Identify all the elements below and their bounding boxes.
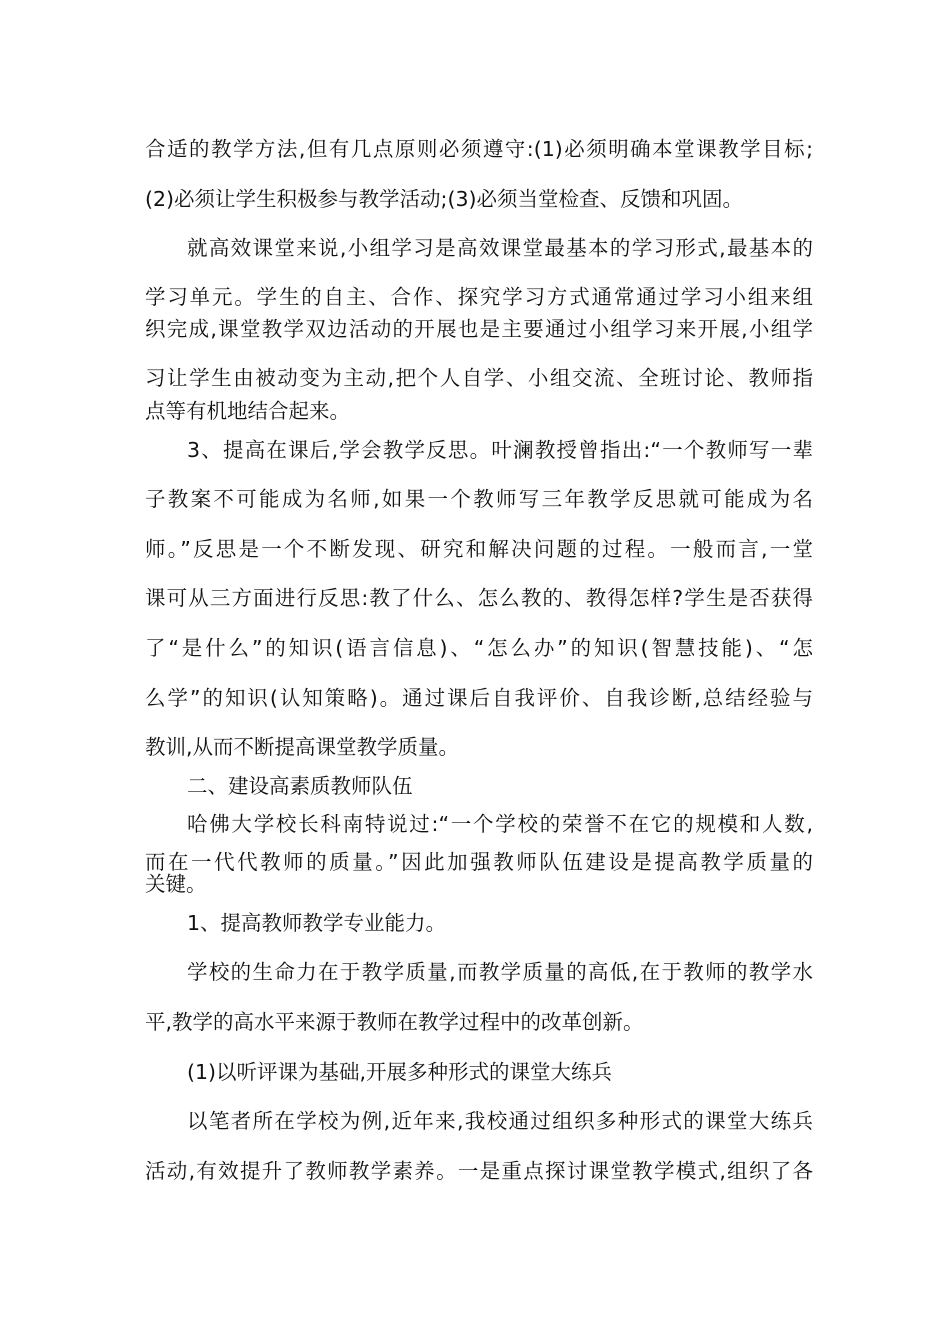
text-line: 平,教学的高水平来源于教师在教学过程中的改革创新。 bbox=[145, 1010, 644, 1034]
text-line: 课可从三方面进行反思:教了什么、怎么教的、教得怎样?学生是否获得 bbox=[145, 586, 813, 610]
text-line: 就高效课堂来说,小组学习是高效课堂最基本的学习形式,最基本的 bbox=[187, 236, 813, 260]
text-line: 关键。 bbox=[145, 872, 207, 896]
text-line: 习让学生由被动变为主动,把个人自学、小组交流、全班讨论、教师指 bbox=[145, 366, 813, 390]
text-line: 教训,从而不断提高课堂教学质量。 bbox=[145, 735, 460, 759]
text-line: 么学”的知识(认知策略)。通过课后自我评价、自我诊断,总结经验与 bbox=[145, 686, 813, 710]
subsection-heading: (1)以听评课为基础,开展多种形式的课堂大练兵 bbox=[187, 1060, 613, 1084]
text-line: 哈佛大学校长科南特说过:“一个学校的荣誉不在它的规模和人数, bbox=[187, 812, 813, 836]
text-line: 以笔者所在学校为例,近年来,我校通过组织多种形式的课堂大练兵 bbox=[187, 1109, 813, 1133]
text-line: 活动,有效提升了教师教学素养。一是重点探讨课堂教学模式,组织了各 bbox=[145, 1159, 813, 1183]
text-line: 学习单元。学生的自主、合作、探究学习方式通常通过学习小组来组 bbox=[145, 285, 813, 309]
text-line: 而在一代代教师的质量。”因此加强教师队伍建设是提高教学质量的 bbox=[145, 850, 813, 874]
text-line: 子教案不可能成为名师,如果一个教师写三年教学反思就可能成为名 bbox=[145, 487, 813, 511]
text-line: 师。”反思是一个不断发现、研究和解决问题的过程。一般而言,一堂 bbox=[145, 537, 813, 561]
text-line: 学校的生命力在于教学质量,而教学质量的高低,在于教师的教学水 bbox=[187, 960, 813, 984]
text-line: 点等有机地结合起来。 bbox=[145, 399, 350, 423]
text-line: 了“是什么”的知识(语言信息)、“怎么办”的知识(智慧技能)、“怎 bbox=[145, 636, 813, 660]
text-line: 织完成,课堂教学双边活动的开展也是主要通过小组学习来开展,小组学 bbox=[145, 317, 813, 341]
section-heading: 二、建设高素质教师队伍 bbox=[187, 774, 413, 798]
subsection-heading: 1、提高教师教学专业能力。 bbox=[187, 911, 447, 935]
text-line: 3、提高在课后,学会教学反思。叶澜教授曾指出:“一个教师写一辈 bbox=[187, 438, 813, 462]
text-line: (2)必须让学生积极参与教学活动;(3)必须当堂检查、反馈和巩固。 bbox=[145, 187, 743, 211]
text-line: 合适的教学方法,但有几点原则必须遵守:(1)必须明确本堂课教学目标; bbox=[145, 137, 813, 161]
